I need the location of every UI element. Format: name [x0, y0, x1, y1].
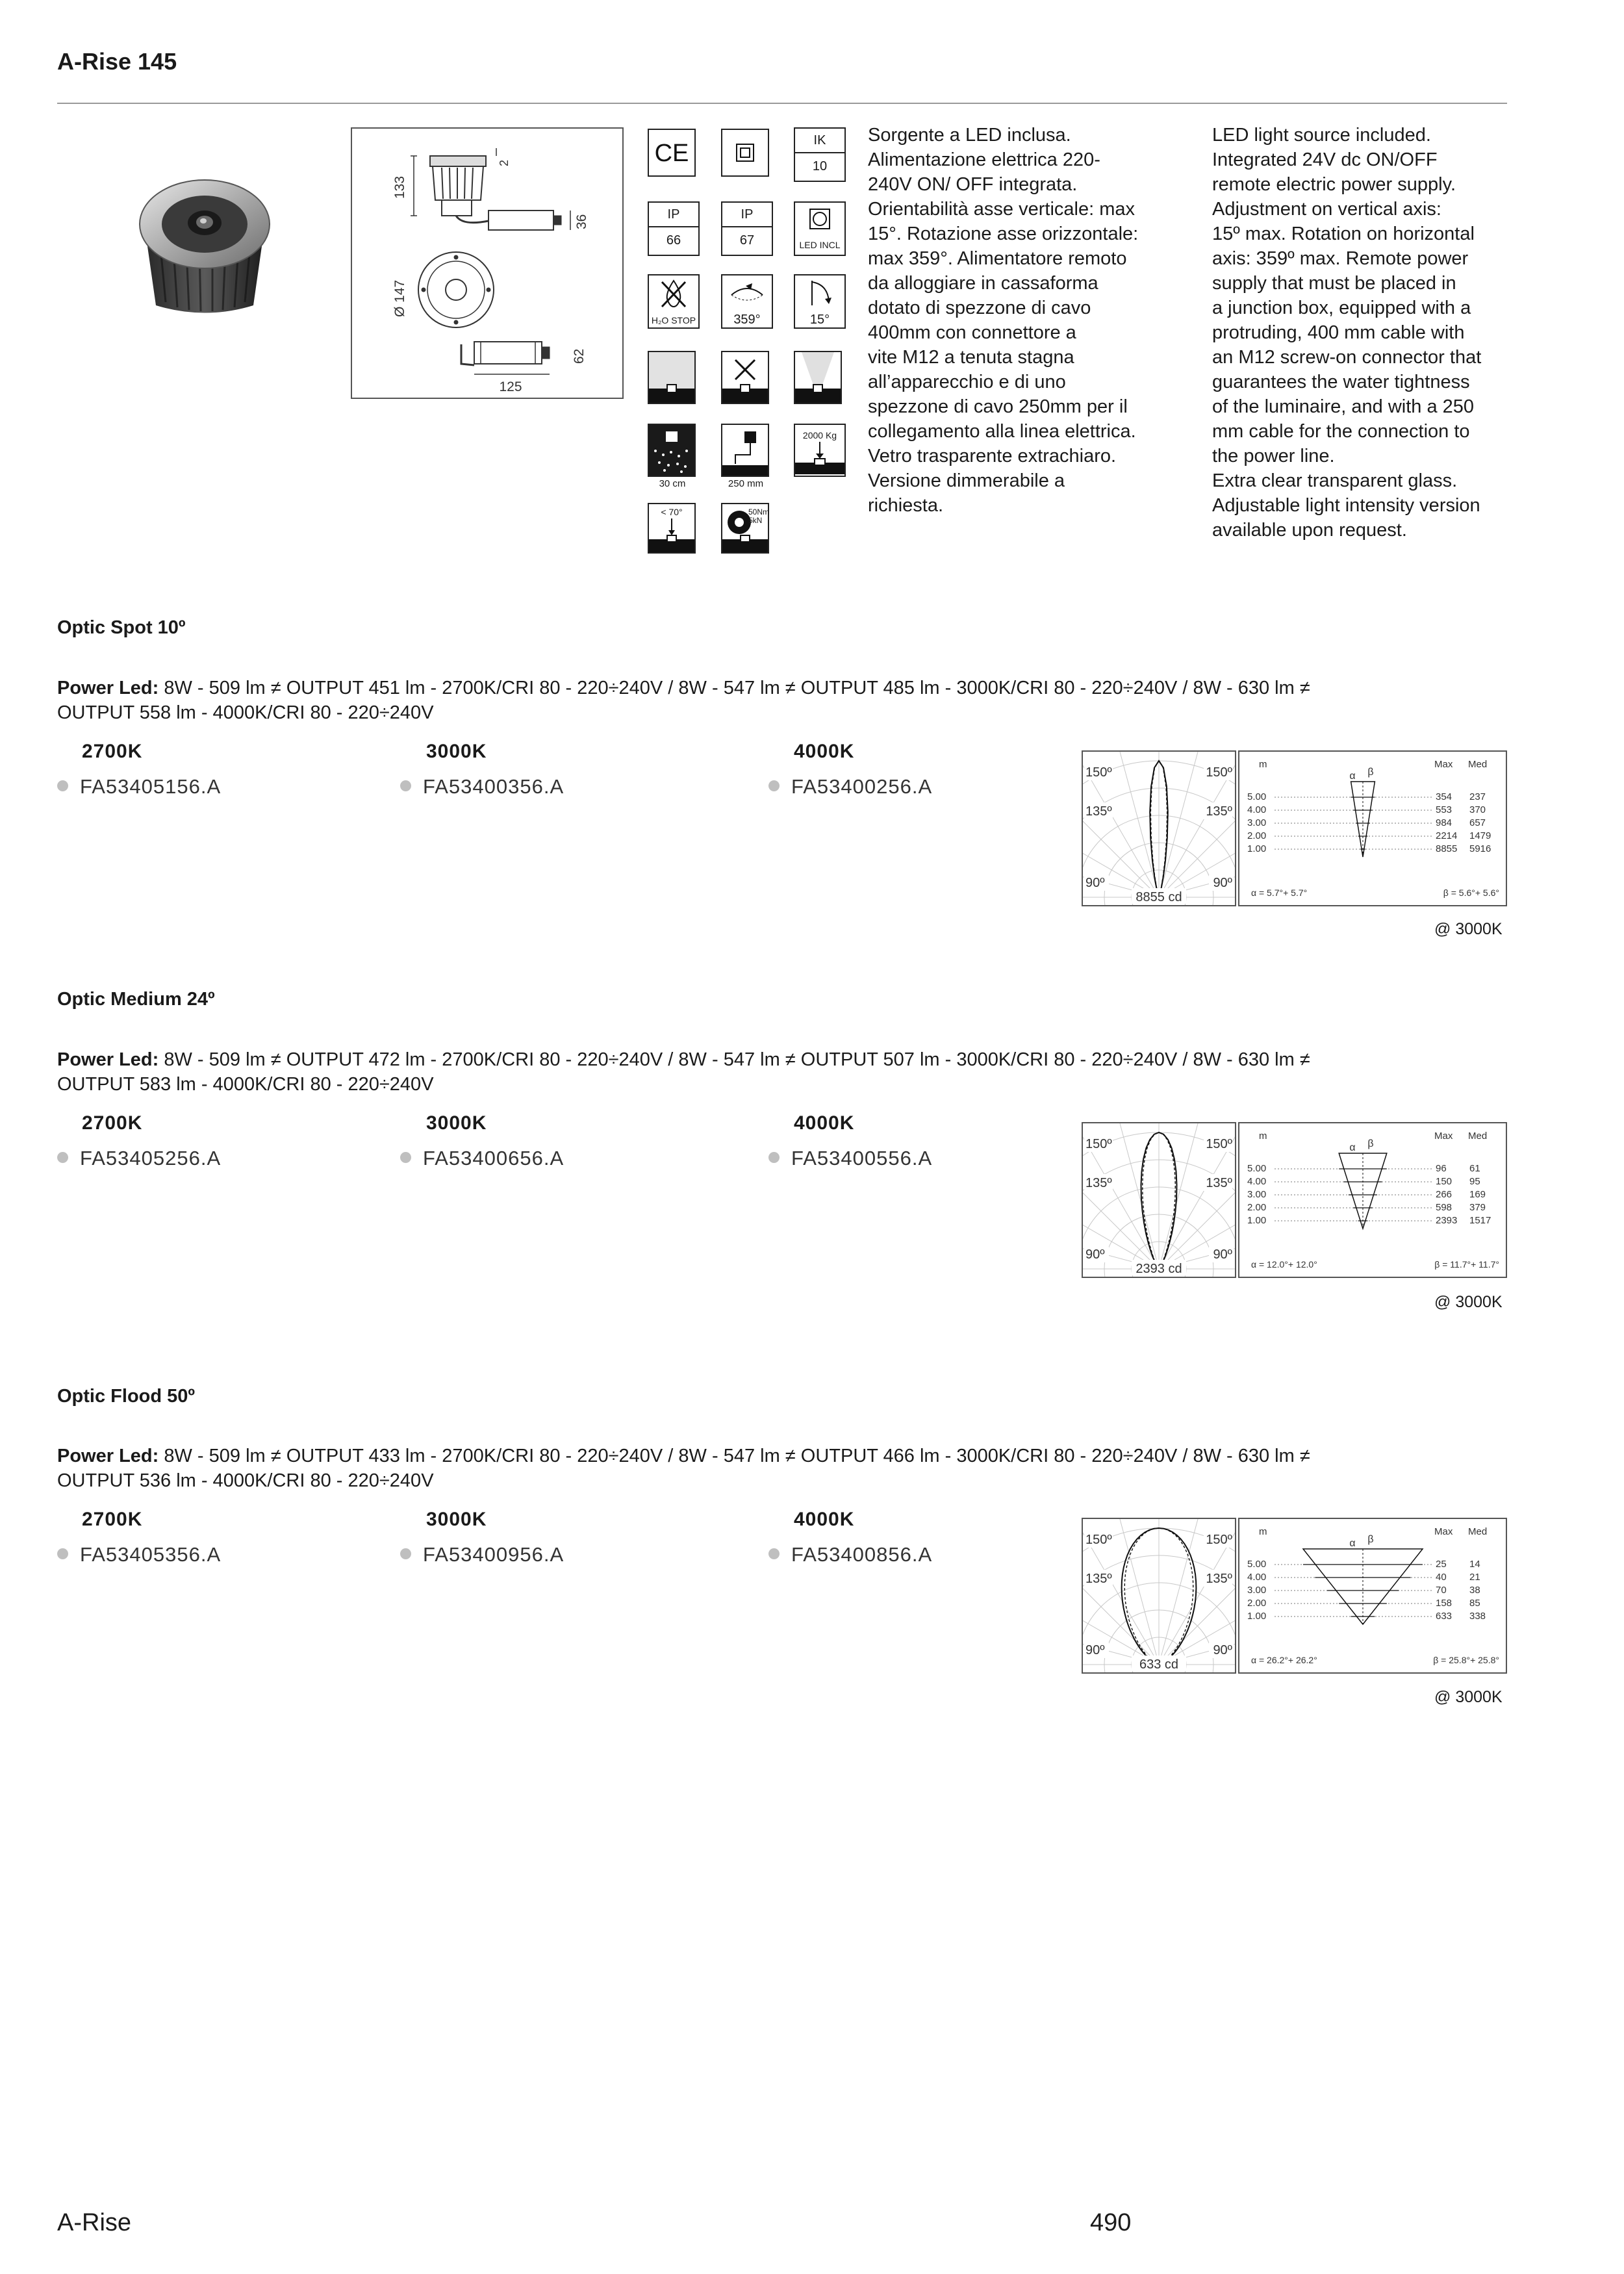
cone-distance: 3.00 — [1247, 1189, 1267, 1200]
reference-cct-note: @ 3000K — [1434, 1688, 1503, 1706]
ce-mark-icon — [648, 129, 696, 177]
cone-distance: 3.00 — [1247, 1585, 1267, 1596]
polar-max-intensity: 633 cd — [1139, 1657, 1179, 1672]
ip67-label: IP — [722, 203, 772, 227]
cone-med-header: Med — [1468, 1131, 1488, 1142]
page-title: A-Rise 145 — [57, 48, 177, 75]
cable-length-icon — [721, 424, 769, 477]
cable-caption: 250 mm — [728, 478, 764, 489]
cone-distance: 2.00 — [1247, 1202, 1267, 1213]
cone-max-value: 633 — [1436, 1611, 1453, 1622]
ip67-icon — [721, 201, 773, 256]
product-code-text: FA53400856.A — [791, 1543, 933, 1566]
polar-angle-label: 90º — [1085, 1247, 1105, 1262]
reference-cct-note: @ 3000K — [1434, 920, 1503, 938]
alpha-angle-note: α = 5.7°+ 5.7° — [1251, 888, 1308, 898]
light-beam-icon — [794, 351, 842, 404]
product-code[interactable] — [768, 775, 932, 798]
rotation-label: 359° — [733, 313, 761, 327]
cone-max-value: 553 — [1436, 804, 1453, 815]
beta-angle-note: β = 5.6°+ 5.6° — [1443, 888, 1499, 898]
cone-distance: 1.00 — [1247, 1215, 1267, 1226]
cone-distance: 4.00 — [1247, 1572, 1267, 1583]
description-english: LED light source included. Integrated 24V dc ON/OFF remote electric power supply. Adjustment on vertical axis: 15º max. Rotation on horizontal axis: 359º max. Remote power supply that must be placed in a junction box, equipped with a protruding, 400 mm cable with an M12 screw-on connector that guarantees the water tightness of the luminaire, and with a 250 mm cable for the connection to the power line. Extra clear transparent glass. Adjustable light intensity version available upon request. — [1212, 125, 1482, 541]
beta-symbol: β — [1367, 1138, 1374, 1149]
dim-driver-width-label: 62 — [572, 348, 587, 364]
ip66-icon — [648, 201, 700, 256]
polar-angle-label: 135º — [1085, 1572, 1112, 1586]
dim-length-label: 125 — [499, 379, 522, 394]
walkover-ground-icon — [648, 351, 696, 404]
power-led-flood — [57, 1444, 1512, 1493]
cct-2700k: 2700K — [82, 1112, 143, 1134]
footer-product-name: A-Rise — [57, 2209, 132, 2236]
cone-max-value: 984 — [1436, 817, 1453, 828]
cct-3000k: 3000K — [426, 1509, 487, 1530]
cone-med-value: 85 — [1469, 1598, 1480, 1609]
cone-distance-header: m — [1259, 759, 1267, 770]
angle-limit-icon — [648, 503, 696, 554]
polar-angle-label: 150º — [1206, 765, 1232, 780]
power-label: Power Led: — [57, 1446, 159, 1466]
tilt-icon — [794, 274, 846, 329]
alpha-angle-note: α = 26.2°+ 26.2° — [1251, 1655, 1317, 1665]
color-dot — [768, 1548, 780, 1559]
cone-max-header: Max — [1434, 1526, 1453, 1537]
polar-angle-label: 150º — [1206, 1533, 1232, 1547]
angle-limit-label: < 70° — [661, 507, 683, 517]
cone-distance: 5.00 — [1247, 791, 1267, 802]
product-code[interactable] — [57, 775, 221, 798]
cone-med-value: 169 — [1469, 1189, 1486, 1200]
ik-rating-icon — [794, 127, 846, 182]
polar-angle-label: 90º — [1213, 876, 1232, 890]
cone-med-value: 370 — [1469, 804, 1486, 815]
product-code[interactable] — [57, 1543, 221, 1566]
cone-med-value: 1517 — [1469, 1215, 1491, 1226]
cone-med-value: 657 — [1469, 817, 1486, 828]
polar-diagram — [1082, 1518, 1236, 1674]
svg-text:CE: CE — [654, 140, 689, 167]
product-code-text: FA53400556.A — [791, 1147, 933, 1169]
polar-diagram — [1082, 1122, 1236, 1278]
gravel-drain-icon — [648, 424, 696, 477]
cone-med-value: 38 — [1469, 1585, 1480, 1596]
h2o-stop-label: H₂O STOP — [651, 315, 696, 326]
dim-diameter-label: Ø 147 — [392, 279, 407, 317]
ik-label: IK — [795, 129, 844, 153]
power-line: 8W - 509 lm ≠ OUTPUT 472 lm - 2700K/CRI 80 - 220÷240V / 8W - 547 lm ≠ OUTPUT 507 lm - 3000K/CRI 80 - 220÷240V / 8W - 630 lm ≠ — [159, 1049, 1310, 1070]
cone-med-value: 14 — [1469, 1559, 1480, 1570]
section-title-flood: Optic Flood 50º — [57, 1386, 195, 1407]
product-code[interactable] — [57, 1147, 221, 1170]
page-number: 490 — [1090, 2209, 1132, 2236]
product-code-text: FA53405356.A — [80, 1543, 222, 1566]
cone-max-value: 96 — [1436, 1163, 1447, 1174]
power-line: OUTPUT 536 lm - 4000K/CRI 80 - 220÷240V — [57, 1470, 434, 1491]
polar-angle-label: 150º — [1085, 1533, 1112, 1547]
technical-drawing — [351, 127, 624, 399]
product-code[interactable] — [400, 775, 564, 798]
ip66-label: IP — [649, 203, 698, 227]
color-dot — [400, 780, 411, 791]
section-title-medium: Optic Medium 24º — [57, 989, 215, 1010]
color-dot — [400, 1152, 411, 1163]
cone-distance: 4.00 — [1247, 804, 1267, 815]
polar-diagram — [1082, 750, 1236, 906]
color-dot — [57, 780, 68, 791]
alpha-symbol: α — [1349, 1142, 1356, 1153]
cone-med-header: Med — [1468, 1526, 1488, 1537]
cone-med-value: 95 — [1469, 1176, 1480, 1187]
power-label: Power Led: — [57, 1049, 159, 1070]
product-code-text: FA53400256.A — [791, 775, 933, 798]
cone-max-value: 70 — [1436, 1585, 1447, 1596]
not-for-use-icon — [721, 351, 769, 404]
cone-max-value: 158 — [1436, 1598, 1453, 1609]
polar-angle-label: 150º — [1085, 1137, 1112, 1151]
product-code-text: FA53405156.A — [80, 775, 222, 798]
product-code[interactable] — [768, 1543, 932, 1566]
cone-distance: 1.00 — [1247, 843, 1267, 854]
load-label: 2000 Kg — [802, 430, 837, 441]
product-code-text: FA53400356.A — [423, 775, 565, 798]
polar-max-intensity: 8855 cd — [1136, 890, 1182, 904]
product-code-text: FA53400956.A — [423, 1543, 565, 1566]
torque-icon — [721, 503, 769, 554]
cone-max-value: 40 — [1436, 1572, 1447, 1583]
beta-angle-note: β = 11.7°+ 11.7° — [1434, 1259, 1499, 1270]
product-code-text: FA53400656.A — [423, 1147, 565, 1169]
alpha-angle-note: α = 12.0°+ 12.0° — [1251, 1259, 1317, 1270]
beta-angle-note: β = 25.8°+ 25.8° — [1433, 1655, 1499, 1665]
section-title-spot: Optic Spot 10º — [57, 617, 186, 638]
cone-med-header: Med — [1468, 759, 1488, 770]
ik-value: 10 — [812, 159, 828, 173]
color-dot — [768, 1152, 780, 1163]
polar-angle-label: 135º — [1206, 1176, 1232, 1190]
cone-med-value: 5916 — [1469, 843, 1491, 854]
dim-driver-height-label: 36 — [574, 214, 589, 229]
alpha-symbol: α — [1349, 771, 1356, 782]
cone-med-value: 237 — [1469, 791, 1486, 802]
cone-max-header: Max — [1434, 1131, 1453, 1142]
ip67-value: 67 — [739, 233, 755, 248]
cone-med-value: 338 — [1469, 1611, 1486, 1622]
ip66-value: 66 — [666, 233, 681, 248]
cone-max-value: 150 — [1436, 1176, 1453, 1187]
cone-med-value: 61 — [1469, 1163, 1480, 1174]
dim-lip-label: 2 — [498, 159, 511, 166]
power-led-spot — [57, 676, 1512, 725]
product-code-text: FA53405256.A — [80, 1147, 222, 1169]
cone-max-value: 2214 — [1436, 830, 1458, 841]
cct-3000k: 3000K — [426, 1112, 487, 1134]
color-dot — [57, 1152, 68, 1163]
header-divider — [57, 103, 1507, 104]
polar-angle-label: 150º — [1085, 765, 1112, 780]
beta-symbol: β — [1367, 767, 1374, 778]
load-icon — [794, 424, 846, 477]
cone-max-value: 266 — [1436, 1189, 1453, 1200]
torque-label: 50Nm 5kN — [748, 507, 770, 525]
polar-max-intensity: 2393 cd — [1136, 1262, 1182, 1276]
polar-angle-label: 135º — [1085, 1176, 1112, 1190]
polar-angle-label: 135º — [1206, 1572, 1232, 1586]
power-line: 8W - 509 lm ≠ OUTPUT 433 lm - 2700K/CRI 80 - 220÷240V / 8W - 547 lm ≠ OUTPUT 466 lm - 3000K/CRI 80 - 220÷240V / 8W - 630 lm ≠ — [159, 1446, 1310, 1466]
cone-med-value: 1479 — [1469, 830, 1491, 841]
cct-4000k: 4000K — [794, 1509, 855, 1530]
gravel-caption: 30 cm — [659, 478, 686, 489]
description-italian: Sorgente a LED inclusa. Alimentazione elettrica 220- 240V ON/ OFF integrata. Orientabilità asse verticale: max 15°. Rotazione asse orizzontale: max 359°. Alimentatore remoto da alloggiare in cassaforma dotato di spezzone di cavo 400mm con connettore a vite M12 a tenuta stagna all’apparecchio e di uno spezzone di cavo 250mm per il collegamento alla linea elettrica. Vetro trasparente extrachiaro. Versione dimmerabile a richiesta. — [868, 125, 1139, 516]
power-line: OUTPUT 583 lm - 4000K/CRI 80 - 220÷240V — [57, 1074, 434, 1095]
power-line: 8W - 509 lm ≠ OUTPUT 451 lm - 2700K/CRI 80 - 220÷240V / 8W - 547 lm ≠ OUTPUT 485 lm - 3000K/CRI 80 - 220÷240V / 8W - 630 lm ≠ — [159, 678, 1310, 698]
product-code[interactable] — [768, 1147, 932, 1170]
power-led-medium — [57, 1047, 1512, 1097]
polar-angle-label: 135º — [1085, 804, 1112, 819]
polar-angle-label: 135º — [1206, 804, 1232, 819]
cone-distance-header: m — [1259, 1526, 1267, 1537]
power-label: Power Led: — [57, 678, 159, 698]
cone-max-header: Max — [1434, 759, 1453, 770]
polar-angle-label: 90º — [1085, 1643, 1105, 1657]
reference-cct-note: @ 3000K — [1434, 1293, 1503, 1311]
tilt-label: 15° — [809, 313, 830, 327]
cct-2700k: 2700K — [82, 1509, 143, 1530]
color-dot — [57, 1548, 68, 1559]
cone-distance: 5.00 — [1247, 1559, 1267, 1570]
product-photo — [120, 172, 289, 322]
cone-distance: 2.00 — [1247, 1598, 1267, 1609]
cone-distance: 5.00 — [1247, 1163, 1267, 1174]
power-line: OUTPUT 558 lm - 4000K/CRI 80 - 220÷240V — [57, 702, 434, 723]
polar-angle-label: 150º — [1206, 1137, 1232, 1151]
cone-distance: 1.00 — [1247, 1611, 1267, 1622]
water-stop-icon — [648, 274, 700, 329]
led-included-icon — [794, 201, 846, 256]
cct-4000k: 4000K — [794, 741, 855, 762]
cct-4000k: 4000K — [794, 1112, 855, 1134]
cone-max-value: 25 — [1436, 1559, 1447, 1570]
color-dot — [400, 1548, 411, 1559]
cone-med-value: 379 — [1469, 1202, 1486, 1213]
polar-angle-label: 90º — [1213, 1643, 1232, 1657]
cone-distance: 3.00 — [1247, 817, 1267, 828]
cone-max-value: 598 — [1436, 1202, 1453, 1213]
led-incl-label: LED INCL — [799, 240, 841, 250]
cone-distance: 4.00 — [1247, 1176, 1267, 1187]
illuminance-cone-diagram — [1238, 1122, 1507, 1278]
class-ii-icon — [721, 129, 769, 177]
polar-angle-label: 90º — [1085, 876, 1105, 890]
rotation-icon — [721, 274, 773, 329]
cone-max-value: 8855 — [1436, 843, 1458, 854]
product-code[interactable] — [400, 1147, 564, 1170]
alpha-symbol: α — [1349, 1538, 1356, 1549]
illuminance-cone-diagram — [1238, 1518, 1507, 1674]
cone-max-value: 2393 — [1436, 1215, 1458, 1226]
cone-distance: 2.00 — [1247, 830, 1267, 841]
illuminance-cone-diagram — [1238, 750, 1507, 906]
cone-max-value: 354 — [1436, 791, 1453, 802]
product-code[interactable] — [400, 1543, 564, 1566]
cone-med-value: 21 — [1469, 1572, 1480, 1583]
cct-3000k: 3000K — [426, 741, 487, 762]
polar-angle-label: 90º — [1213, 1247, 1232, 1262]
cone-distance-header: m — [1259, 1131, 1267, 1142]
beta-symbol: β — [1367, 1534, 1374, 1545]
color-dot — [768, 780, 780, 791]
dim-height-label: 133 — [392, 175, 407, 199]
cct-2700k: 2700K — [82, 741, 143, 762]
